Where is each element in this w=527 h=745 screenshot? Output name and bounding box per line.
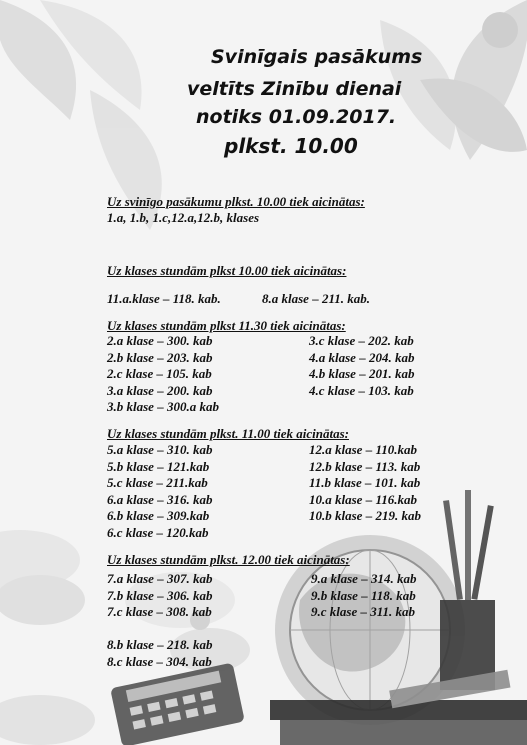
list-item: 12.a klase – 110.kab [309,442,417,457]
list-item: 7.a klase – 307. kab [107,571,213,586]
list-item: 11.b klase – 101. kab [309,475,421,490]
title-line-4: plkst. 10.00 [224,134,358,158]
list-item: 2.c klase – 105. kab [107,366,212,381]
section4-heading: Uz klases stundām plkst. 11.00 tiek aicinātas: [107,426,349,441]
section1-text: 1.a, 1.b, 1.c,12.a,12.b, klases [107,210,260,225]
section4-left-list [107,442,212,541]
list-item: 9.c klase – 311. kab [311,604,415,619]
list-item: 4.c klase – 103. kab [309,382,414,398]
list-item: 3.c klase – 202. kab [309,333,414,348]
list-item: 7.c klase – 308. kab [107,604,212,619]
section3-left-list [107,333,219,416]
list-item: 6.a klase – 316. kab [107,491,213,507]
section5-heading: Uz klases stundām plkst. 12.00 tiek aicinātas: [107,552,350,567]
list-item: 8.b klase – 218. kab [107,637,213,652]
section3-right-list [309,333,414,399]
section3-heading: Uz klases stundām plkst 11.30 tiek aicinātas: [107,318,346,333]
section5-left-list [107,571,212,621]
list-item: 9.a klase – 314. kab [311,571,417,586]
list-item: 2.b klase – 203. kab [107,349,213,365]
list-item: 10.b klase – 219. kab [309,508,421,523]
list-item: 6.c klase – 120.kab [107,524,209,540]
list-item: 5.c klase – 211.kab [107,475,208,490]
list-item: 9.b klase – 118. kab [311,587,416,603]
section1-heading: Uz svinīgo pasākumu plkst. 10.00 tiek aicinātas: [107,194,365,209]
list-item: 3.a klase – 200. kab [107,382,213,398]
list-item: 4.a klase – 204. kab [309,349,415,365]
title-line-1: Svinīgais pasākums [211,46,423,68]
section2-right: 8.a klase – 211. kab. [262,291,370,306]
list-item: 10.a klase – 116.kab [309,491,417,507]
list-item: 8.c klase – 304. kab [107,653,212,669]
section2-heading: Uz klases stundām plkst 10.00 tiek aicinātas: [107,263,347,278]
title-line-3: notiks 01.09.2017. [196,106,397,128]
list-item: 5.a klase – 310. kab [107,442,213,457]
list-item: 7.b klase – 306. kab [107,587,213,603]
section5-right-list [311,571,416,621]
section4-right-list [309,442,421,525]
list-item: 3.b klase – 300.a kab [107,399,219,414]
list-item: 12.b klase – 113. kab [309,458,421,474]
title-line-2: veltīts Zinību dienai [187,78,402,100]
section2-left: 11.a.klase – 118. kab. [107,291,221,306]
list-item: 2.a klase – 300. kab [107,333,213,348]
list-item: 6.b klase – 309.kab [107,508,210,523]
section5-extra-list [107,637,212,670]
list-item: 5.b klase – 121.kab [107,458,210,474]
list-item: 4.b klase – 201. kab [309,366,415,381]
